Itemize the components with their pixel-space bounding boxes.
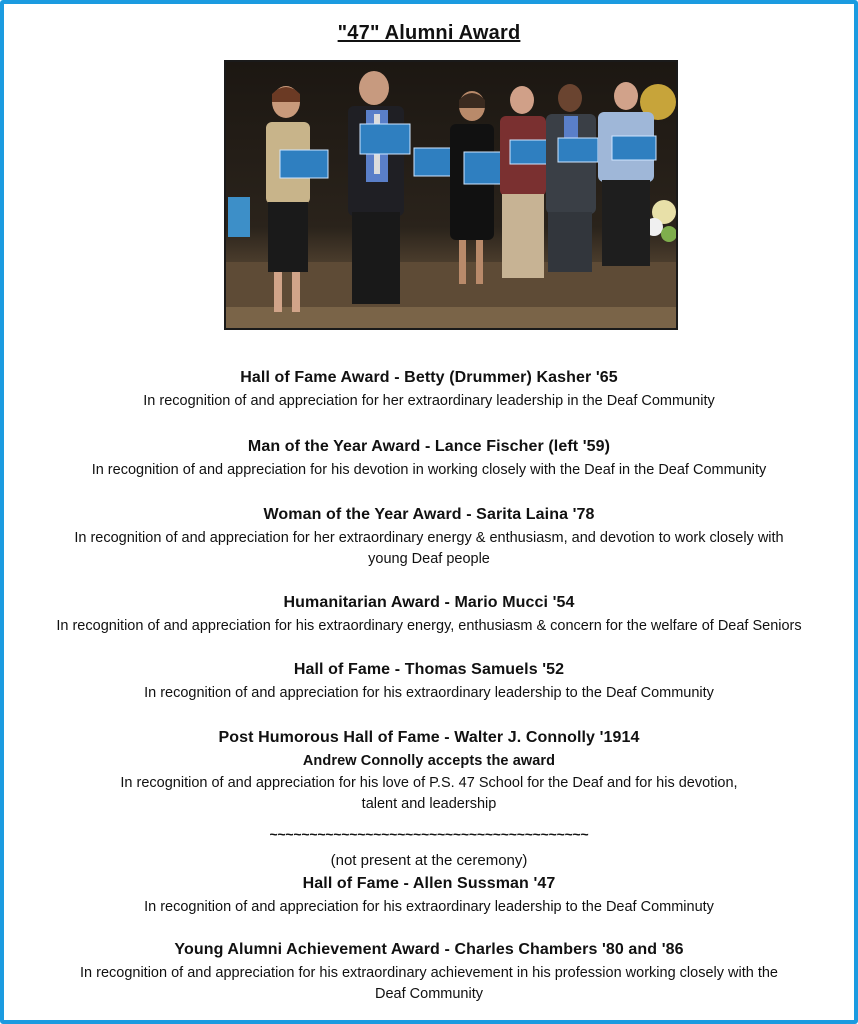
award-description: Deaf Community: [375, 986, 483, 1002]
award-description: talent and leadership: [361, 796, 497, 812]
award-heading: Humanitarian Award - Mario Mucci '54: [283, 594, 575, 611]
award-description: In recognition of and appreciation for his love of P.S. 47 School for the Deaf and for his devotion,: [120, 775, 738, 791]
absent-note: (not present at the ceremony): [330, 852, 528, 869]
award-description: young Deaf people: [368, 551, 490, 567]
award-heading: Hall of Fame Award - Betty (Drummer) Kasher '65: [240, 369, 618, 386]
award-group-photo-image: [226, 62, 676, 328]
award-heading: Hall of Fame - Thomas Samuels '52: [293, 661, 565, 678]
page-title: "47" Alumni Award: [337, 22, 521, 44]
award-heading: Man of the Year Award - Lance Fischer (left '59): [247, 438, 611, 455]
award-group-photo: [224, 60, 678, 330]
award-description: In recognition of and appreciation for his extraordinary energy, enthusiasm & concern for the welfare of Deaf Seniors: [56, 618, 802, 634]
award-heading: Woman of the Year Award - Sarita Laina '78: [263, 506, 595, 523]
award-heading: Young Alumni Achievement Award - Charles Chambers '80 and '86: [174, 941, 684, 958]
award-heading: Hall of Fame - Allen Sussman '47: [302, 875, 556, 892]
award-description: In recognition of and appreciation for his extraordinary leadership to the Deaf Community: [144, 685, 714, 701]
award-description: In recognition of and appreciation for his extraordinary leadership to the Deaf Comminuty: [144, 899, 714, 915]
award-description: In recognition of and appreciation for his devotion in working closely with the Deaf in the Deaf Community: [91, 462, 767, 478]
award-description: In recognition of and appreciation for his extraordinary achievement in his profession working closely with the: [80, 965, 778, 981]
award-heading: Post Humorous Hall of Fame - Walter J. Connolly '1914: [218, 729, 640, 746]
award-description: In recognition of and appreciation for her extraordinary energy & enthusiasm, and devotion to work closely with: [74, 530, 784, 546]
section-separator: ~~~~~~~~~~~~~~~~~~~~~~~~~~~~~~~~~~~~~~~~: [269, 826, 589, 842]
award-description: In recognition of and appreciation for her extraordinary leadership in the Deaf Community: [143, 393, 715, 409]
award-subheading: Andrew Connolly accepts the award: [302, 753, 556, 769]
